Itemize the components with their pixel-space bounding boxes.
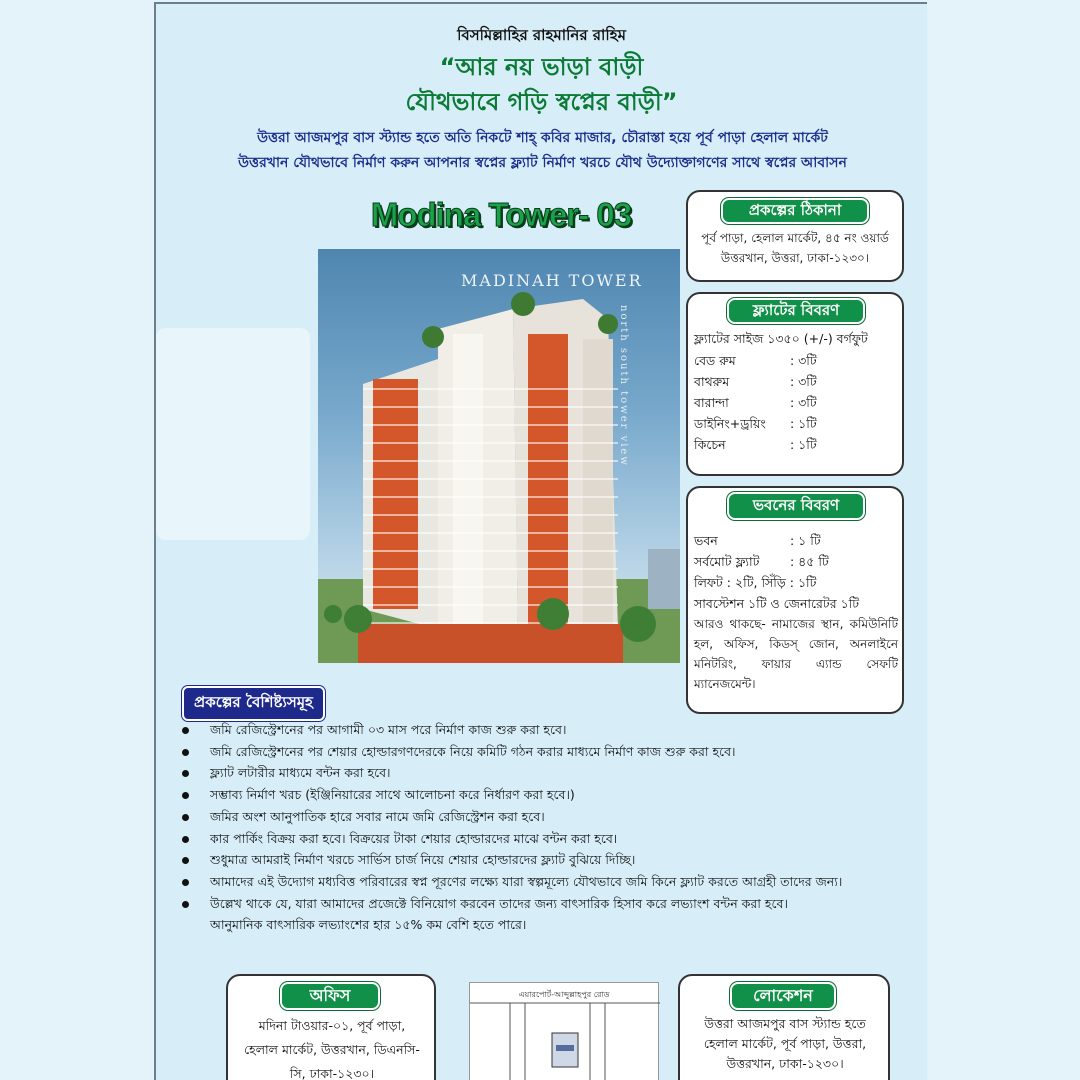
flat-row: ডাইনিং+ড্রয়িং : ১টি (694, 416, 817, 431)
tower-side-text: north south tower view (618, 305, 629, 467)
slogan-line-2: যৌথভাবে গড়ি স্বপ্নের বাড়ী” (405, 88, 678, 116)
feature-tail: আনুমানিক বাৎসারিক লভ্যাংশের হার ১৫% কম বেশি হতে পারে। (210, 917, 527, 933)
building-details-box (686, 486, 904, 714)
bullet-icon (182, 792, 189, 799)
location-line-1: উত্তরা আজমপুর বাস স্ট্যান্ড হতে (704, 1016, 866, 1031)
office-title: অফিস (280, 982, 380, 1010)
features-list (182, 719, 922, 936)
location-line-3: উত্তরখান, ঢাকা-১২৩০। (726, 1056, 844, 1071)
feature-item: ফ্ল্যাট লটারীর মাধ্যমে বন্টন করা হবে। (182, 762, 922, 784)
address-title: প্রকল্পের ঠিকানা (721, 198, 869, 224)
building-row: ভবন : ১ টি (694, 533, 821, 548)
feature-item: কার পার্কিং বিক্রয় করা হবে। বিক্রয়ের টাকা শেয়ার হোল্ডারদের মাঝে বন্টন করা হবে। (182, 828, 922, 850)
lift-info: লিফট : ২টি, সিঁড়ি : ১টি (694, 575, 817, 590)
flat-row: বাথরুম : ৩টি (694, 374, 817, 389)
office-line-1: মদিনা টাওয়ার-০১, পূর্ব পাড়া, (258, 1018, 406, 1033)
bismillah-text: বিসমিল্লাহির রাহমানির রাহিম (457, 26, 626, 44)
bullet-icon (182, 879, 189, 886)
building-details-title: ভবনের বিবরণ (727, 492, 865, 520)
address-line-2: উত্তরখান, উত্তরা, ঢাকা-১২৩০। (720, 251, 870, 265)
office-line-3: সি, ঢাকা-১২৩০। (289, 1066, 375, 1080)
bullet-icon (182, 836, 189, 843)
flat-details-title: ফ্ল্যাটের বিবরণ (727, 298, 865, 324)
feature-item: উল্লেখ থাকে যে, যারা আমাদের প্রজেক্টে বিনিয়োগ করবেন তাদের জন্য বাৎসারিক হিসাব করে লভ্যাংশ বন্টন করা হবে। (182, 893, 922, 915)
building-rows (694, 530, 898, 694)
location-map (469, 982, 659, 1080)
address-text (688, 228, 902, 268)
substation-info: সাবস্টেশন ১টি ও জেনারেটর ১টি (694, 596, 860, 611)
flat-row: বারান্দা : ৩টি (694, 395, 817, 410)
building-row: সর্বমোট ফ্ল্যাট : ৪৫ টি (694, 554, 829, 569)
intro-line-2: উত্তরখান যৌথভাবে নির্মাণ করুন আপনার স্বপ্নের ফ্ল্যাট নির্মাণ খরচে যৌথ উদ্যোক্তাগণের সাথে স্বপ্নের আবাসন (238, 155, 847, 171)
bullet-icon (182, 857, 189, 864)
side-panel (156, 328, 310, 540)
project-title: Modina Tower- 03 (370, 196, 632, 233)
feature-item: জমি রেজিস্ট্রেশনের পর আগামী ০৩ মাস পরে নির্মাণ কাজ শুরু করা হবে। (182, 719, 922, 741)
bullet-icon (182, 770, 189, 777)
slogan-line-1: “আর নয় ভাড়া বাড়ী (439, 53, 644, 81)
amenities-info: আরও থাকছে- নামাজের স্থান, কমিউনিটি হল, অফিস, কিডস্ জোন, অনলাইনে মনিটরিং, ফায়ার এ্যান্ড সেফটি ম্যানেজমেন্ট। (694, 617, 898, 691)
address-box (686, 190, 904, 282)
bullet-icon (182, 749, 189, 756)
feature-item: সম্ভাব্য নির্মাণ খরচ (ইঞ্জিনিয়ারের সাথে আলোচনা করে নির্ধারণ করা হবে।) (182, 784, 922, 806)
office-line-2: হেলাল মার্কেট, উত্তরখান, ডিএনসি- (244, 1042, 420, 1057)
map-road-label: এয়ারপোর্ট-আব্দুল্লাহপুর রোড (518, 990, 610, 999)
address-line-1: পূর্ব পাড়া, হেলাল মার্কেট, ৪৫ নং ওয়ার্ড (701, 231, 889, 245)
tower-sign: MADINAH TOWER (461, 271, 643, 290)
feature-item: শুধুমাত্র আমরাই নির্মাণ খরচে সার্ভিস চার্জ নিয়ে শেয়ার হোল্ডারদের ফ্ল্যাট বুঝিয়ে দিচ্ছি। (182, 849, 922, 871)
feature-item: আমাদের এই উদ্যোগ মধ্যবিত্ত পরিবারের স্বপ্ন পূরণের লক্ষ্যে যারা স্বল্পমূল্যে যৌথভাবে জমি কিনে ফ্ল্যাট করতে আগ্রহী তাদের জন্য। (182, 871, 922, 893)
features-title: প্রকল্পের বৈশিষ্ট্যসমূহ (182, 686, 325, 721)
office-address (234, 1014, 430, 1080)
map-roads (470, 983, 660, 1080)
location-line-2: হেলাল মার্কেট, পূর্ব পাড়া, উত্তরা, (703, 1036, 867, 1051)
flat-row: বেড রুম : ৩টি (694, 353, 817, 368)
feature-item: জমি রেজিস্ট্রেশনের পর শেয়ার হোল্ডারগণদেরকে নিয়ে কমিটি গঠন করার মাধ্যমে নির্মাণ কাজ শুরু করা হবে। (182, 741, 922, 763)
bullet-icon (182, 814, 189, 821)
tower-photo (318, 249, 680, 663)
flat-row: কিচেন : ১টি (694, 437, 817, 452)
flyer-page (154, 2, 927, 1080)
bullet-icon (182, 727, 189, 734)
bullet-icon (182, 901, 189, 908)
flat-details-box (686, 292, 904, 476)
location-address (686, 1014, 884, 1074)
location-box (678, 974, 890, 1080)
feature-item: জমির অংশ আনুপাতিক হারে সবার নামে জমি রেজিস্ট্রেশন করা হবে। (182, 806, 922, 828)
flat-rows (694, 350, 817, 455)
intro-line-1: উত্তরা আজমপুর বাস স্ট্যান্ড হতে অতি নিকটে শাহ্ কবির মাজার, চৌরাস্তা হয়ে পূর্ব পাড়া হেলাল মার্কেট (257, 130, 828, 146)
office-box (226, 974, 436, 1080)
location-title: লোকেশন (730, 982, 836, 1010)
flat-size: ফ্ল্যাটের সাইজ ১৩৫০ (+/-) বর্গফুট (694, 331, 868, 346)
